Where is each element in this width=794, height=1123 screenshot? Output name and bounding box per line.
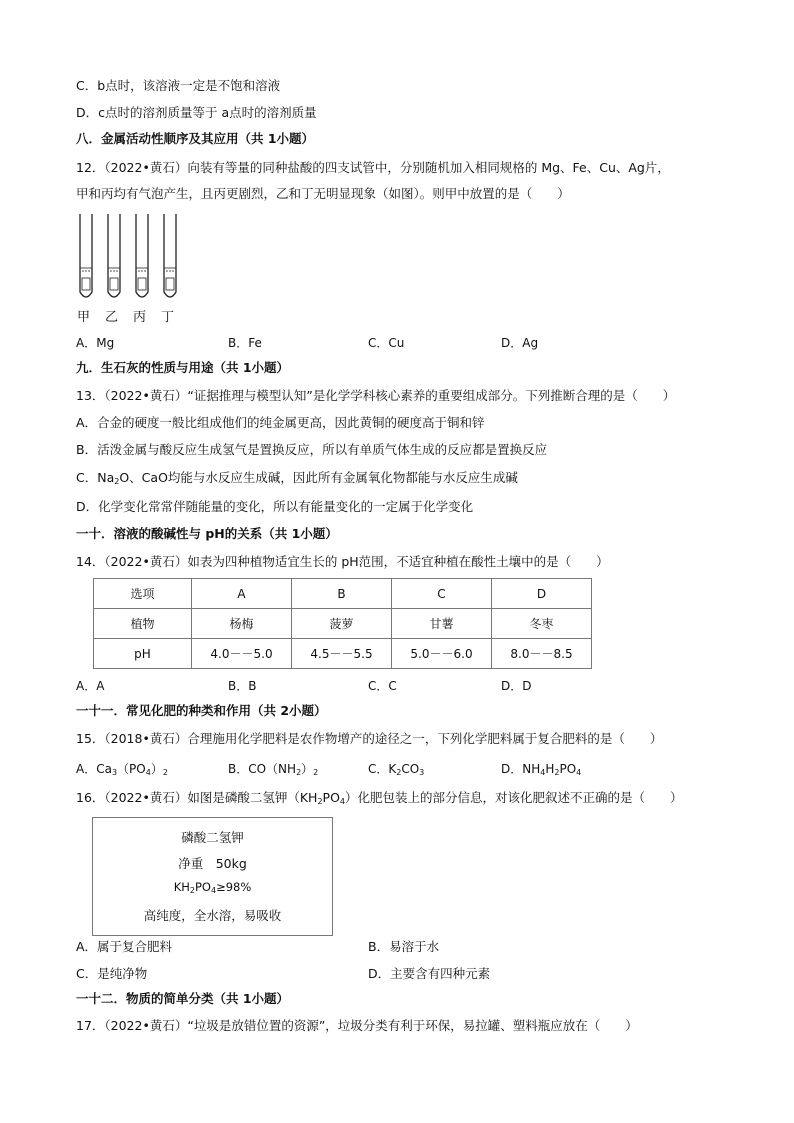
q16-option-b: B．易溶于水 (368, 939, 440, 954)
tube-label-3: 丙 (133, 310, 147, 325)
q16-stem: 16．（2022•黄石）如图是磷酸二氢钾$(KH_2PO_4)$化肥包装上的部分信息，对该化肥叙述不正确的是（ ） (76, 790, 683, 806)
q16-option-a: A．属于复合肥料 (76, 939, 173, 954)
table-cell: 选项 (94, 579, 192, 609)
q15-option-a: A．$Ca_3(PO_4)_2$ (76, 762, 168, 777)
tube-label-1: 甲 (77, 310, 91, 325)
table-row (94, 579, 592, 609)
section-heading-12: 一十二．物质的简单分类（共 1小题） (76, 991, 290, 1006)
table-cell: pH (94, 639, 192, 669)
label-net-weight: 净重 50kg (178, 856, 247, 871)
table-cell: 冬枣 (492, 609, 592, 639)
q14-option-b: B．B (228, 679, 257, 693)
section-heading-9: 九．生石灰的性质与用途（共 1小题） (76, 360, 290, 375)
label-description: 高纯度，全水溶，易吸收 (143, 908, 282, 923)
q15-option-c: C．$K_2CO_3$ (368, 762, 425, 777)
q13-option-a: A．合金的硬度一般比组成他们的纯金属更高，因此黄铜的硬度高于铜和锌 (76, 415, 485, 430)
table-cell: 4.0－－5.0 (192, 639, 292, 669)
q13-option-c: C．$Na_2O$、CaO均能与水反应生成碱，因此所有金属氧化物都能与水反应生成碱 (76, 470, 518, 486)
q14-option-c: C．C (368, 679, 397, 693)
q12-option-d: D．Ag (501, 336, 539, 350)
table-cell: A (192, 579, 292, 609)
table-cell: 杨梅 (192, 609, 292, 639)
q15-option-b: B．$CO(NH_2)_2$ (228, 762, 319, 777)
table-cell: 植物 (94, 609, 192, 639)
ph-table (93, 578, 592, 669)
table-cell: D (492, 579, 592, 609)
q14-option-a: A．A (76, 679, 105, 693)
q11-option-d: D．c点时的溶剂质量等于 a点时的溶剂质量 (76, 105, 317, 120)
q13-option-b: B．活泼金属与酸反应生成氢气是置换反应，所以有单质气体生成的反应都是置换反应 (76, 442, 548, 457)
q17-stem: 17．（2022•黄石）“垃圾是放错位置的资源”，垃圾分类有利于环保，易拉罐、塑料瓶应放在（ ） (76, 1018, 638, 1033)
q16-option-c: C．是纯净物 (76, 966, 148, 981)
table-cell: 菠萝 (292, 609, 392, 639)
q16-option-d: D．主要含有四种元素 (368, 966, 491, 981)
q12-option-a: A．Mg (76, 336, 115, 350)
q14-option-d: D．D (501, 679, 532, 693)
table-row (94, 639, 592, 669)
q15-option-d: D．$NH_4H_2PO_4$ (501, 762, 582, 777)
q12-stem-line1: 12．（2022•黄石）向装有等量的同种盐酸的四支试管中，分别随机加入相同规格的 Mg、Fe、Cu、Ag片， (76, 160, 670, 175)
q12-option-b: B．Fe (228, 336, 262, 350)
test-tubes-figure (70, 210, 190, 306)
tube-label-4: 丁 (161, 310, 175, 325)
fertilizer-label-box (92, 817, 333, 936)
q13-option-d: D．化学变化常常伴随能量的变化，所以有能量变化的一定属于化学变化 (76, 499, 474, 514)
table-cell: C (392, 579, 492, 609)
section-heading-10: 一十．溶液的酸碱性与 pH的关系（共 1小题） (76, 526, 338, 541)
q12-stem-line2: 甲和丙均有气泡产生，且丙更剧烈，乙和丁无明显现象（如图）。则甲中放置的是（ ） (76, 186, 570, 201)
table-cell: 8.0－－8.5 (492, 639, 592, 669)
label-product-name: 磷酸二氢钾 (181, 830, 244, 845)
table-cell: 5.0－－6.0 (392, 639, 492, 669)
section-heading-11: 一十一．常见化肥的种类和作用（共 2小题） (76, 703, 327, 718)
table-cell: 甘薯 (392, 609, 492, 639)
tube-label-2: 乙 (105, 310, 119, 325)
label-purity: $KH_2PO_4\ge 98\%$ (173, 880, 252, 895)
q15-stem: 15．（2018•黄石）合理施用化学肥料是农作物增产的途径之一，下列化学肥料属于复合肥料的是（ ） (76, 731, 663, 746)
q13-stem: 13．（2022•黄石）“证据推理与模型认知”是化学学科核心素养的重要组成部分。下列推断合理的是（ ） (76, 388, 676, 403)
table-row (94, 609, 592, 639)
q11-option-c: C．b点时，该溶液一定是不饱和溶液 (76, 78, 281, 93)
table-cell: B (292, 579, 392, 609)
section-heading-8: 八．金属活动性顺序及其应用（共 1小题） (76, 131, 315, 146)
table-cell: 4.5－－5.5 (292, 639, 392, 669)
q12-option-c: C．Cu (368, 336, 405, 350)
q14-stem: 14．（2022•黄石）如表为四种植物适宜生长的 pH范围，不适宜种植在酸性土壤中的是（ ） (76, 554, 609, 569)
